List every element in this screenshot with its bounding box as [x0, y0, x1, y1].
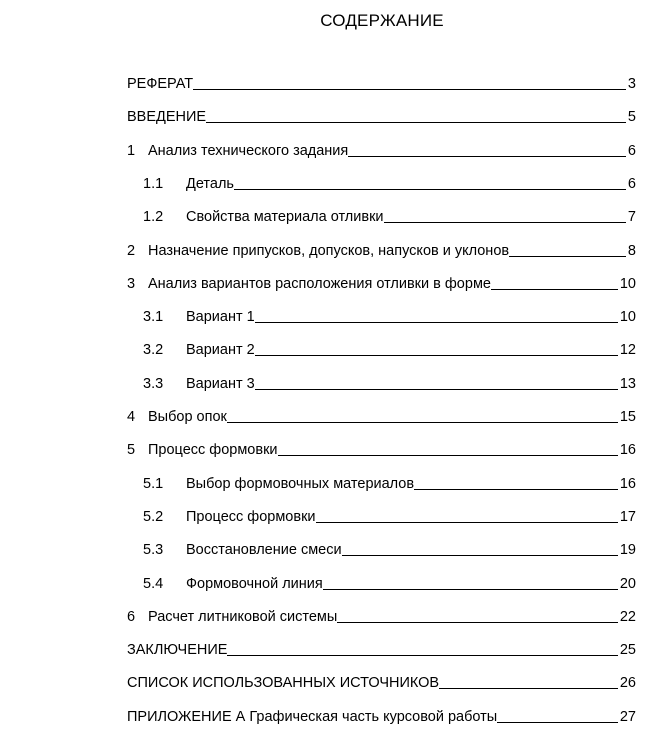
toc-leader-line — [255, 355, 618, 356]
toc-entry-title: Вариант 1 — [186, 309, 255, 326]
toc-leader-line — [491, 289, 618, 290]
toc-entry[interactable] — [0, 607, 660, 627]
toc-entry[interactable] — [0, 540, 660, 560]
toc-leader-line — [193, 89, 626, 90]
toc-entry-page: 20 — [619, 575, 636, 592]
toc-entry-title: РЕФЕРАТ — [127, 76, 194, 92]
toc-entry-page: 16 — [619, 475, 636, 492]
toc-entry-title: Вариант 2 — [186, 342, 255, 359]
toc-entry-page: 26 — [619, 675, 636, 692]
toc-leader-line — [206, 122, 626, 123]
toc-entry-page: 22 — [619, 608, 636, 625]
toc-entry[interactable] — [0, 574, 660, 594]
toc-entry-page: 12 — [619, 342, 636, 359]
toc-entry-title: Расчет литниковой системы — [148, 608, 338, 625]
toc-entry-page: 8 — [627, 242, 636, 259]
toc-entry-number: 5.1 — [143, 475, 164, 492]
toc-entry-number: 1.1 — [143, 175, 164, 192]
toc-leader-line — [384, 222, 626, 223]
toc-entry-title: ПРИЛОЖЕНИЕ А Графическая часть курсовой работы — [127, 708, 498, 725]
toc-entry-number: 4 — [127, 409, 136, 425]
toc-entry[interactable] — [0, 440, 660, 460]
toc-entry[interactable] — [0, 673, 660, 693]
toc-entry-title: Свойства материала отливки — [186, 209, 384, 226]
toc-entry-number: 6 — [127, 608, 136, 625]
toc-entry-number: 1.2 — [143, 209, 164, 226]
toc-entry-title: Назначение припусков, допусков, напусков и уклонов — [148, 242, 510, 259]
toc-entry-title: Анализ технического задания — [148, 142, 349, 159]
toc-entry-number: 3.3 — [143, 375, 164, 392]
toc-leader-line — [227, 422, 618, 423]
toc-entry[interactable] — [0, 274, 660, 294]
toc-entry-title: Процесс формовки — [148, 442, 278, 459]
toc-entry-title: ЗАКЛЮЧЕНИЕ — [127, 642, 228, 659]
toc-entry-title: Анализ вариантов расположения отливки в форме — [148, 275, 491, 292]
toc-entry-title: СПИСОК ИСПОЛЬЗОВАННЫХ ИСТОЧНИКОВ — [127, 675, 440, 692]
page-title: СОДЕРЖАНИЕ — [320, 11, 444, 30]
toc-entry-page: 15 — [619, 409, 636, 425]
toc-leader-line — [348, 156, 626, 157]
toc-entry-number: 5.2 — [143, 508, 164, 525]
toc-entry-number: 5.3 — [143, 542, 164, 559]
toc-entry[interactable] — [0, 74, 660, 94]
toc-entry-page: 19 — [619, 542, 636, 559]
toc-entry[interactable] — [0, 207, 660, 227]
toc-entry[interactable] — [0, 507, 660, 527]
toc-entry-page: 5 — [627, 109, 636, 126]
toc-entry[interactable] — [0, 141, 660, 161]
toc-entry[interactable] — [0, 407, 660, 427]
toc-entry[interactable] — [0, 107, 660, 127]
toc-entry-page: 6 — [627, 175, 636, 192]
toc-leader-line — [227, 655, 617, 656]
toc-entry[interactable] — [0, 340, 660, 360]
toc-leader-line — [323, 589, 618, 590]
toc-entry-page: 6 — [627, 142, 636, 159]
toc-leader-line — [255, 389, 618, 390]
toc-entry-number: 2 — [127, 242, 136, 259]
toc-leader-line — [497, 722, 618, 723]
toc-entry-page: 10 — [619, 275, 636, 292]
toc-entry[interactable] — [0, 474, 660, 494]
toc-entry[interactable] — [0, 707, 660, 727]
toc-entry-number: 3 — [127, 275, 136, 292]
toc-entry-page: 27 — [619, 708, 636, 725]
toc-leader-line — [316, 522, 618, 523]
toc-leader-line — [439, 688, 618, 689]
toc-leader-line — [234, 189, 626, 190]
toc-leader-line — [342, 555, 618, 556]
toc-entry-number: 3.1 — [143, 309, 164, 326]
toc-entry-title: Восстановление смеси — [186, 542, 342, 559]
toc-entry-title: Выбор опок — [148, 409, 227, 425]
toc-entry-title: Формовочной линия — [186, 575, 323, 592]
toc-entry-title: Процесс формовки — [186, 508, 316, 525]
toc-entry-title: Выбор формовочных материалов — [186, 475, 415, 492]
toc-entry-page: 25 — [619, 642, 636, 659]
toc-entry[interactable] — [0, 241, 660, 261]
toc-entry-page: 10 — [619, 309, 636, 326]
toc-entry-number: 5 — [127, 442, 136, 459]
toc-entry[interactable] — [0, 174, 660, 194]
toc-leader-line — [337, 622, 618, 623]
toc-entry-page: 16 — [619, 442, 636, 459]
toc-entry[interactable] — [0, 374, 660, 394]
toc-entry[interactable] — [0, 640, 660, 660]
toc-entry-page: 3 — [627, 76, 636, 92]
toc-leader-line — [255, 322, 618, 323]
toc-leader-line — [414, 489, 618, 490]
toc-leader-line — [509, 256, 626, 257]
toc-entry-number: 5.4 — [143, 575, 164, 592]
toc-entry[interactable] — [0, 307, 660, 327]
toc-entry-page: 7 — [627, 209, 636, 226]
toc-entry-page: 13 — [619, 375, 636, 392]
toc-entry-page: 17 — [619, 508, 636, 525]
toc-leader-line — [278, 455, 618, 456]
toc-entry-number: 1 — [127, 142, 136, 159]
toc-entry-title: Деталь — [186, 175, 234, 192]
toc-entry-number: 3.2 — [143, 342, 164, 359]
toc-entry-title: ВВЕДЕНИЕ — [127, 109, 207, 126]
toc-entry-title: Вариант 3 — [186, 375, 255, 392]
